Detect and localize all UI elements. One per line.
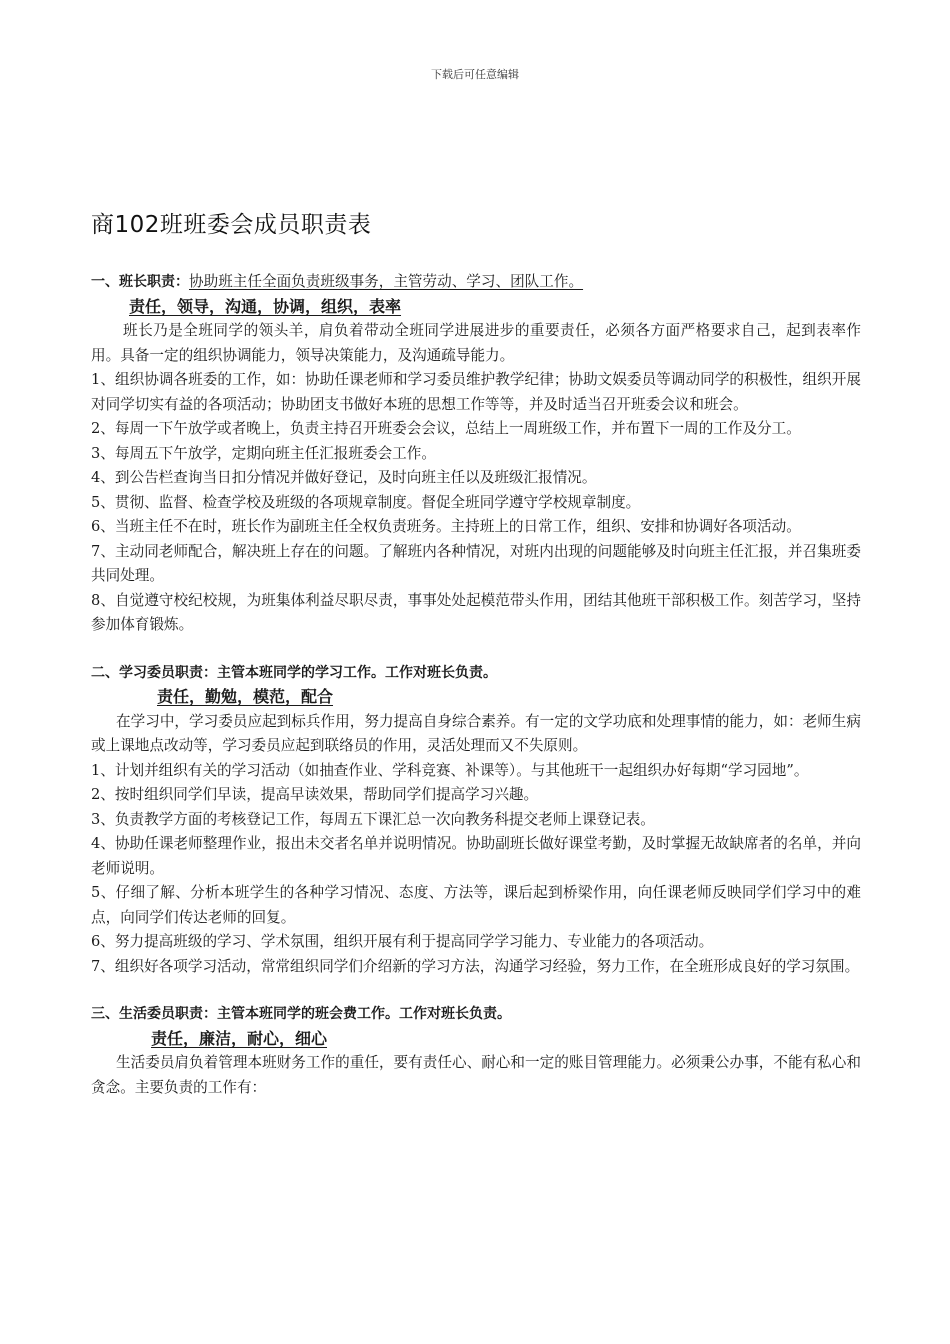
section-motto: 责任，廉洁，耐心，细心 xyxy=(151,1028,328,1048)
section-intro: 班长乃是全班同学的领头羊，肩负着带动全班同学进展进步的重要责任，必须各方面严格要求自己，起到表率作用。具备一定的组织协调能力，领导决策能力，及沟通疏导能力。 xyxy=(91,322,861,364)
document-body xyxy=(91,270,861,1100)
section-heading xyxy=(91,270,861,295)
list-item: 4、协助任课老师整理作业，报出未交者名单并说明情况。协助副班长做好课堂考勤，及时掌握无故缺席者的名单，并向老师说明。 xyxy=(91,835,861,877)
list-item: 6、当班主任不在时，班长作为副班主任全权负责班务。主持班上的日常工作，组织、安排和协调好各项活动。 xyxy=(91,518,801,535)
section-monitor xyxy=(91,270,861,638)
section-summary: 协助班主任全面负责班级事务，主管劳动、学习、团队工作。 xyxy=(189,273,584,290)
list-item: 1、计划并组织有关的学习活动（如抽查作业、学科竞赛、补课等）。与其他班干一起组织办好每期“学习园地”。 xyxy=(91,761,809,779)
list-item: 5、贯彻、监督、检查学校及班级的各项规章制度。督促全班同学遵守学校规章制度。 xyxy=(91,493,641,511)
header-note: 下载后可任意编辑 xyxy=(431,68,519,81)
list-item: 3、负责教学方面的考核登记工作，每周五下课汇总一次向教务科提交老师上课登记表。 xyxy=(91,810,655,828)
list-item: 2、按时组织同学们早读，提高早读效果，帮助同学们提高学习兴趣。 xyxy=(91,786,539,803)
document-title: 商102班班委会成员职责表 xyxy=(91,212,372,238)
list-item: 1、组织协调各班委的工作，如：协助任课老师和学习委员维护教学纪律；协助文娱委员等调动同学的积极性，组织开展对同学切实有益的各项活动；协助团支书做好本班的思想工作等等，并及时适当召开班委会议和班会。 xyxy=(91,371,861,413)
section-motto: 责任，领导，沟通，协调，组织，表率 xyxy=(129,296,402,316)
list-item: 5、仔细了解、分析本班学生的各种学习情况、态度、方法等，课后起到桥梁作用，向任课老师反映同学们学习中的难点，向同学们传达老师的回复。 xyxy=(91,884,861,926)
list-item: 4、到公告栏查询当日扣分情况并做好登记，及时向班主任以及班级汇报情况。 xyxy=(91,469,597,486)
section-intro: 生活委员肩负着管理本班财务工作的重任，要有责任心、耐心和一定的账目管理能力。必须秉公办事，不能有私心和贪念。主要负责的工作有： xyxy=(91,1054,861,1096)
list-item: 8、自觉遵守校纪校规，为班集体利益尽职尽责，事事处处起模范带头作用，团结其他班干部积极工作。刻苦学习，坚持参加体育锻炼。 xyxy=(91,591,861,633)
section-heading: 二、学习委员职责：主管本班同学的学习工作。工作对班长负责。 xyxy=(91,664,497,681)
list-item: 7、主动同老师配合，解决班上存在的问题。了解班内各种情况，对班内出现的问题能够及时向班主任汇报，并召集班委共同处理。 xyxy=(91,542,861,584)
duty-list xyxy=(91,368,861,638)
section-motto: 责任，勤勉，模范，配合 xyxy=(157,687,334,706)
duty-list xyxy=(91,759,861,980)
section-life-committee xyxy=(91,1002,861,1100)
list-item: 6、努力提高班级的学习、学术氛围，组织开展有利于提高同学学习能力、专业能力的各项活动。 xyxy=(91,933,714,950)
list-item: 7、组织好各项学习活动，常常组织同学们介绍新的学习方法，沟通学习经验，努力工作，在全班形成良好的学习氛围。 xyxy=(91,957,860,975)
list-item: 2、每周一下午放学或者晚上，负责主持召开班委会会议，总结上一周班级工作，并布置下一周的工作及分工。 xyxy=(91,420,801,437)
section-heading-label: 一、班长职责： xyxy=(91,274,189,290)
section-heading: 三、生活委员职责：主管本班同学的班会费工作。工作对班长负责。 xyxy=(91,1006,511,1022)
list-item: 3、每周五下午放学，定期向班主任汇报班委会工作。 xyxy=(91,444,436,462)
section-study-committee xyxy=(91,661,861,980)
section-intro: 在学习中，学习委员应起到标兵作用，努力提高自身综合素养。有一定的文学功底和处理事情的能力，如：老师生病或上课地点改动等，学习委员应起到联络员的作用，灵活处理而又不失原则。 xyxy=(91,712,861,754)
